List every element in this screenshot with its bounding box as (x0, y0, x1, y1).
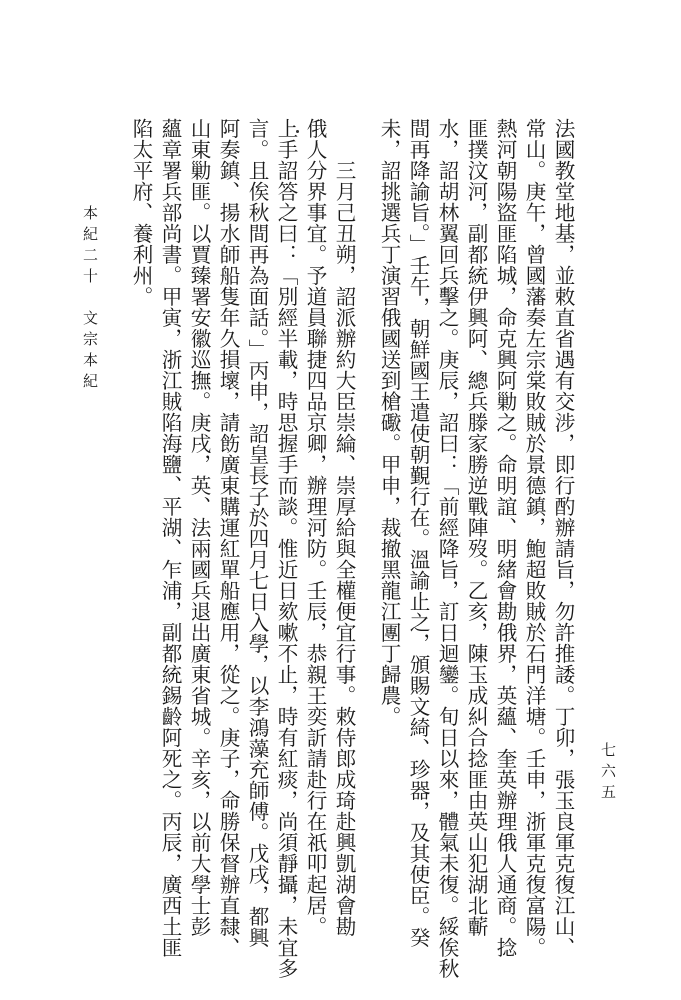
text-column-5: 水，詔胡林翼回兵擊之。庚辰，詔曰：「前經降旨，訂日迴鑾。旬日以來，體氣未復。綏俟秋 (435, 118, 459, 979)
text-column-14: 蘊章署兵部尚書。甲寅，浙江賊陷海鹽、平湖、乍浦，副都統錫齡阿死之。丙辰，廣西土匪 (158, 118, 182, 958)
text-column-3: 熱河朝陽盜匪陷城，命克興阿勦之。命明誼、明緒會勘俄界，英蘊、奎英辦理俄人通商。捻 (493, 118, 517, 958)
text-column-11: 言。且俟秋間再為面話。」丙申，詔皇長子於四月七日入學，以李鴻藻充師傅。戊戌，都興 (245, 118, 269, 948)
text-column-4: 匪撲汶河，副都統伊興阿、總兵滕家勝逆戰陣歿。乙亥，陳玉成糾合捻匪由英山犯湖北蘄 (464, 118, 488, 937)
text-column-9: 俄人分界事宜。予道員聯捷四品京卿，辦理河防。壬辰，恭親王奕訢請赴行在祇叩起居。 (303, 118, 327, 937)
text-column-13: 山東勦匪。以賈臻署安徽巡撫。庚戌，英、法兩國兵退出廣東省城。辛亥，以前大學士彭 (187, 118, 211, 937)
text-column-10: 上手詔答之曰：「別經半載，時思握手而談。惟近日欬嗽不止，時有紅痰，尚須靜攝，未宜多 (274, 118, 298, 979)
text-column-7: 未，詔挑選兵丁演習俄國送到槍礮。甲申，裁撤黑龍江團丁歸農。 (377, 118, 401, 727)
page-number: 七六五 (599, 742, 617, 805)
text-column-15: 陷太平府、養利州。 (129, 118, 153, 307)
text-column-12: 阿奏鎮、揚水師船隻年久損壞，請飭廣東購運紅單船應用，從之。庚子，命勝保督辦直隸、 (216, 118, 240, 958)
text-column-8: 三月己丑朔，詔派辦約大臣崇綸、崇厚給與全權便宜行事。敕侍郎成琦赴興凱湖會勘 (332, 160, 356, 937)
text-column-2: 常山。庚午，曾國藩奏左宗棠敗賊於景德鎮，鮑超敗賊於石門洋塘。壬申，浙軍克復富陽。 (522, 118, 546, 958)
text-column-6: 間再降諭旨。」壬午，朝鮮國王遣使朝覲行在。溫諭止之，頒賜文綺、珍器，及其使臣。癸 (406, 118, 430, 948)
text-column-1: 法國教堂地基，並敕直省遇有交涉，即行酌辦請旨，勿許推諉。丁卯，張玉良軍克復江山、 (551, 118, 575, 958)
running-header: 本紀二十 文宗本紀 (81, 205, 99, 394)
